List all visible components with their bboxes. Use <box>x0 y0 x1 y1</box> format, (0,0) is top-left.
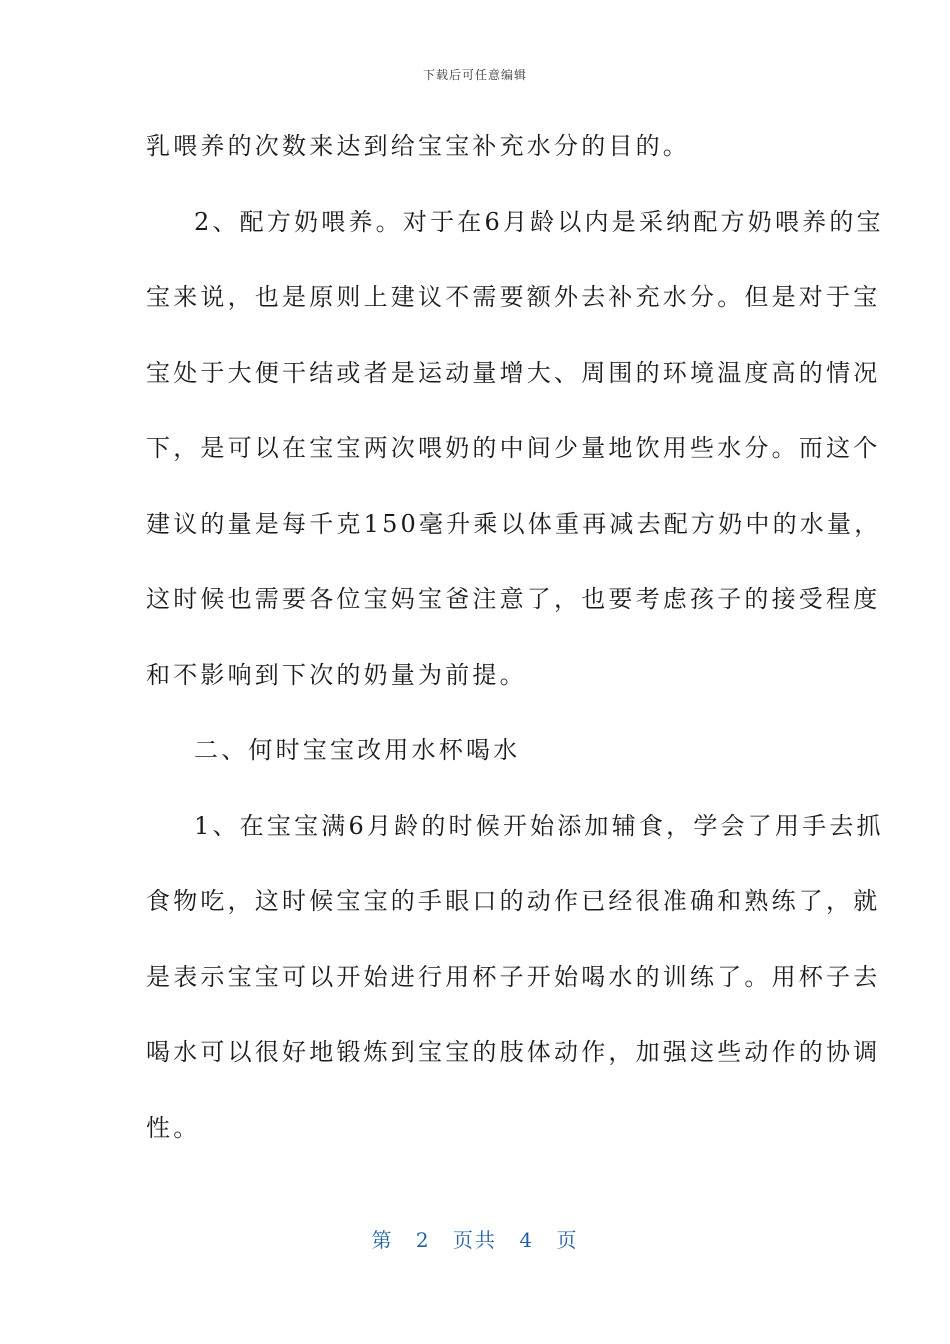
text-line: 乳喂养的次数来达到给宝宝补充水分的目的。 <box>146 132 690 160</box>
document-body <box>146 118 884 1175</box>
text-line: 是表示宝宝可以开始进行用杯子开始喝水的训练了。用杯子去 <box>146 962 881 991</box>
text-line: 下，是可以在宝宝两次喂奶的中间少量地饮用些水分。而这个 <box>146 434 881 462</box>
text-line: 和不影响到下次的奶量为前提。 <box>146 660 527 689</box>
text-line: 食物吃，这时候宝宝的手眼口的动作已经很准确和熟练了，就 <box>146 887 881 915</box>
text-line: 2、配方奶喂养。对于在6月龄以内是采纳配方奶喂养的宝 <box>194 207 884 236</box>
page-header: 下载后可任意编辑 <box>422 68 527 82</box>
text-line: 性。 <box>146 1113 201 1142</box>
page-label-mid: 页共 <box>453 1228 497 1252</box>
total-pages-number: 4 <box>519 1228 535 1252</box>
text-line: 宝处于大便干结或者是运动量增大、周围的环境温度高的情况 <box>146 358 881 387</box>
text-line: 建议的量是每千克150毫升乘以体重再减去配方奶中的水量， <box>146 509 882 538</box>
text-line: 宝来说，也是原则上建议不需要额外去补充水分。但是对于宝 <box>146 283 881 311</box>
text-line: 1、在宝宝满6月龄的时候开始添加辅食，学会了用手去抓 <box>194 811 884 840</box>
page-label-prefix: 第 <box>371 1228 394 1252</box>
text-line: 这时候也需要各位宝妈宝爸注意了，也要考虑孩子的接受程度 <box>146 585 881 613</box>
page-label-suffix: 页 <box>556 1228 579 1252</box>
text-line: 喝水可以很好地锻炼到宝宝的肢体动作，加强这些动作的协调 <box>146 1038 881 1066</box>
section-heading: 二、何时宝宝改用水杯喝水 <box>194 736 521 764</box>
page-footer <box>0 1224 950 1253</box>
current-page-number: 2 <box>415 1228 431 1252</box>
